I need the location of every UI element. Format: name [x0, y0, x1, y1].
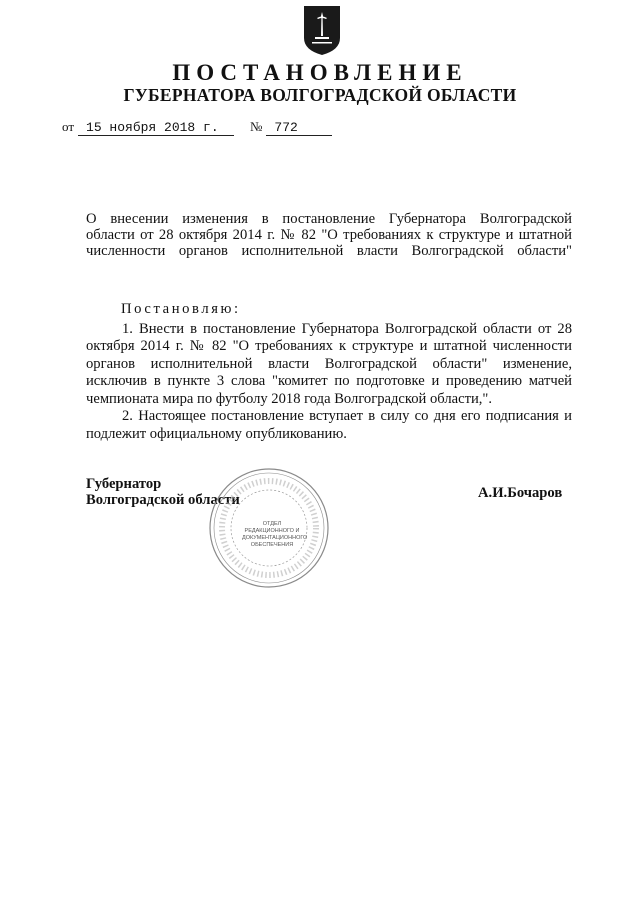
subject-line-2: области от 28 октября 2014 г. № 82 "О требованиях к структуре и штатной	[86, 227, 572, 243]
signatory-position-line-1: Губернатор	[86, 476, 162, 492]
subject-line-1: О внесении изменения в постановление Губернатора Волгоградской	[86, 211, 572, 227]
document-number: 772	[266, 121, 332, 136]
from-label: от	[62, 119, 75, 134]
signatory-name: А.И.Бочаров	[478, 485, 563, 501]
date-number-line	[62, 119, 332, 136]
document-title: ПОСТАНОВЛЕНИЕ	[172, 60, 468, 85]
decree-intro: Постановляю:	[121, 301, 241, 317]
document-date: 15 ноября 2018 г.	[78, 121, 234, 136]
stamp-inner-text: ОТДЕЛ РЕДАКЦИОННОГО И ДОКУМЕНТАЦИОННОГО ОБЕСПЕЧЕНИЯ	[242, 521, 308, 548]
decree-paragraph-2: 2. Настоящее постановление вступает в силу со дня его подписания и подлежит официальному опубликованию.	[86, 408, 572, 442]
decree-paragraph-1: 1. Внести в постановление Губернатора Волгоградской области от 28 октября 2014 г. № 82 "О требованиях к структуре и штатной численности органов исполнительной власти Волгоградской области" изменение, исключив в пункте 3 слова "комитет по подготовке и проведению матчей чемпионата мира по футболу 2018 года Волгоградской области,".	[86, 320, 572, 407]
subject-line-3: численности органов исполнительной власти Волгоградской области"	[86, 243, 572, 259]
number-sign: №	[250, 119, 263, 134]
document-subject	[86, 211, 572, 259]
document-body	[86, 301, 572, 443]
coat-of-arms-icon	[302, 4, 342, 56]
signatory-position-line-2: Волгоградской области	[86, 492, 240, 508]
document-issuer: ГУБЕРНАТОРА ВОЛГОГРАДСКОЙ ОБЛАСТИ	[123, 85, 517, 105]
